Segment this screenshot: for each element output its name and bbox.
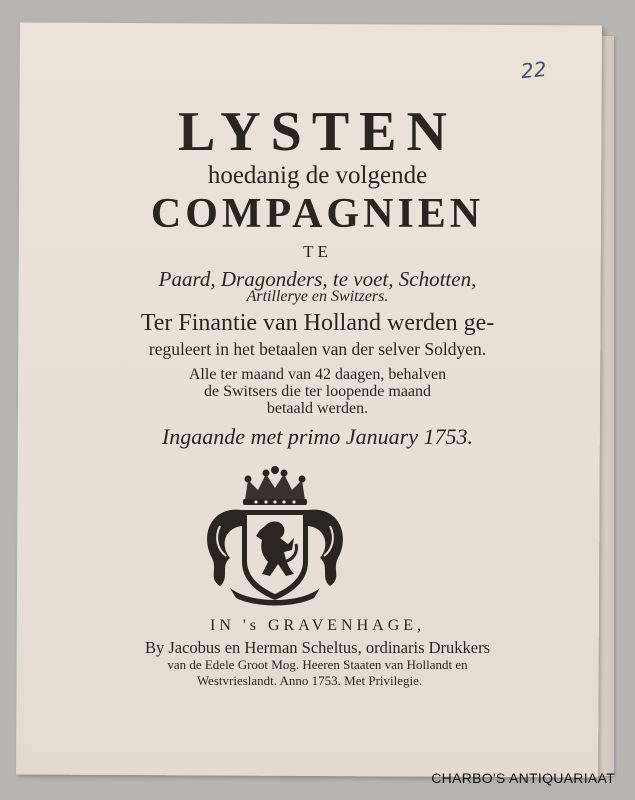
handwritten-number: 22: [519, 56, 548, 84]
title-compagnien: COMPAGNIEN: [150, 191, 485, 237]
coat-of-arms-lion-icon: [190, 466, 360, 608]
finance-line-2: reguleert in het betaalen van der selver Soldyen.: [148, 339, 487, 359]
printer-line-2: van de Edele Groot Mog. Heeren Staaten van Hollandt en: [167, 657, 468, 672]
subtitle: hoedanig de volgende: [207, 162, 428, 189]
payment-line-3: betaald werden.: [266, 400, 369, 417]
watermark: CHARBO'S ANTIQUARIAAT: [431, 770, 615, 786]
units-line-2: Artillerye en Switzers.: [246, 288, 389, 305]
date-line: Ingaande met primo January 1753.: [161, 424, 473, 449]
printer-line-3: Westvrieslandt. Anno 1753. Met Privilegie.: [196, 673, 423, 688]
payment-line-1: Alle ter maand van 42 daagen, behalven: [188, 366, 447, 383]
units-line-1: Paard, Dragonders, te voet, Schotten,: [158, 267, 477, 291]
document-title: LYSTEN: [178, 101, 457, 163]
place-line: IN 's GRAVENHAGE,: [209, 617, 426, 634]
payment-line-2: de Switsers die ter loopende maand: [203, 383, 432, 400]
printer-line-1: By Jacobus en Herman Scheltus, ordinaris Drukkers: [144, 638, 491, 657]
finance-line-1: Ter Finantie van Holland werden ge-: [140, 310, 495, 336]
te-line: TE: [303, 242, 332, 261]
